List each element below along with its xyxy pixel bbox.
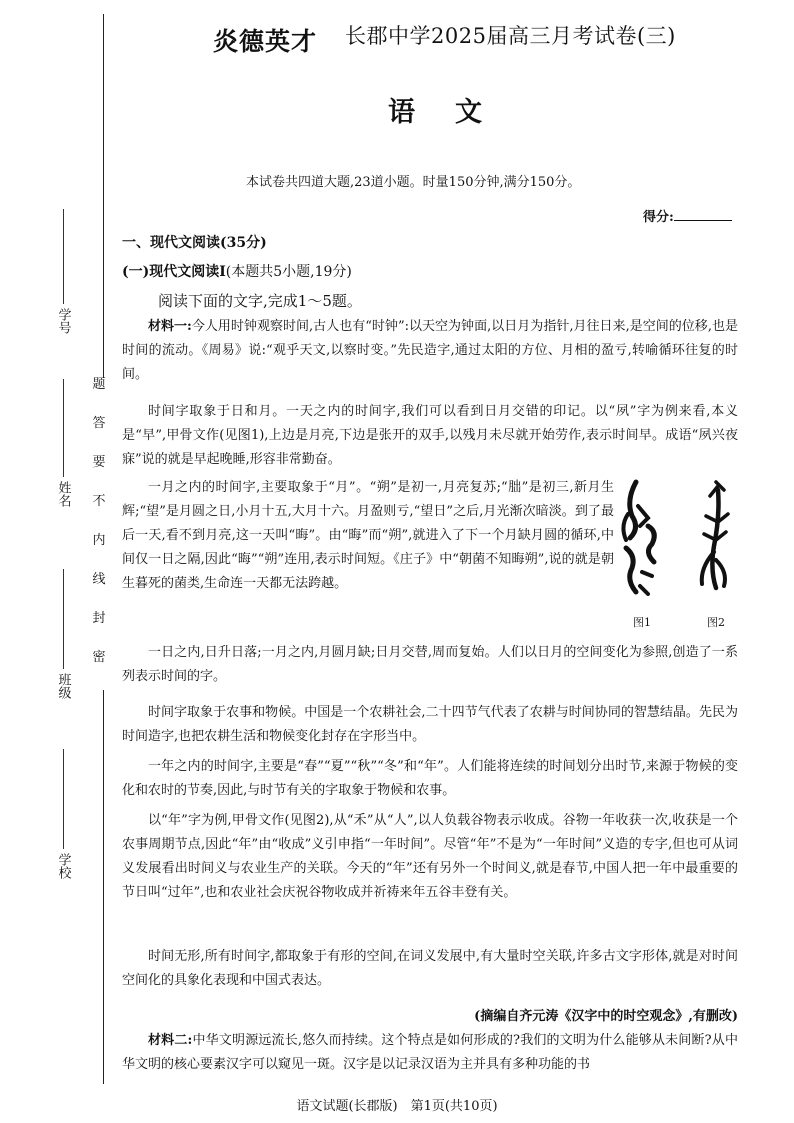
student-school-label: 学校 — [55, 853, 71, 879]
material1-label: 材料一: — [148, 319, 192, 334]
material1-paragraph: 时间字取象于农事和物候。中国是一个农耕社会,二十四节气代表了农耕与时间协同的智慧结晶。先民为时间造字,也把农耕生活和物候变化封存在字形当中。 — [122, 705, 738, 744]
figure-2-caption: 图2 — [707, 616, 725, 629]
seal-char: 密 — [92, 650, 106, 665]
seal-char: 不 — [92, 494, 106, 509]
student-name-label: 姓名 — [55, 481, 71, 507]
material1-paragraph: 以“年”字为例,甲骨文作(见图2),从“禾”从“人”,以人负载谷物表示收成。谷物一年收获一次,收获是一个农事周期节点,因此“年”由“收成”义引申指“一年时间”。尽管“年”不是为“一年时间”义造的专字,但也可从词义发展看出时间义与农业生产的关联。今天的“年”还有另外一个时间义,就是春节,中国人把一年中最重要的节日叫“过年”,也和农业社会庆祝谷物收成并祈祷来年五谷丰登有关。 — [122, 813, 738, 900]
student-id-blank[interactable] — [63, 209, 64, 304]
student-name-field[interactable] — [52, 375, 74, 507]
seal-line-text — [89, 378, 109, 690]
seal-char: 要 — [92, 455, 106, 470]
material1-paragraph: 一月之内的时间字,主要取象于“月”。“朔”是初一,月亮复苏;“朏”是初三,新月生辉;“望”是月圆之日,小月十五,大月十六。月盈则亏,“望日”之后,月光渐次暗淡。到了最后一天,看不到月亮,这一天叫“晦”。由“晦”而“朔”,就进入了下一个月缺月圆的循环,中间仅一日之隔,因此“晦”“朔”连用,表示时间短。《庄子》中“朝菌不知晦朔”,说的就是朝生暮死的菌类,生命连一天都无法跨越。 — [122, 480, 614, 591]
exam-title: 长郡中学2025届高三月考试卷(三) — [345, 24, 676, 48]
student-class-field[interactable] — [52, 565, 74, 699]
material1-paragraph — [122, 315, 738, 387]
section-title: 一、现代文阅读(35分) — [122, 235, 267, 251]
seal-char: 封 — [92, 611, 106, 626]
student-name-blank[interactable] — [63, 379, 64, 477]
material1-paragraph: 一日之内,日升日落;一月之内,月圆月缺;日月交替,周而复始。人们以日月的空间变化为参照,创造了一系列表示时间的字。 — [122, 645, 738, 684]
score-blank[interactable] — [674, 208, 732, 221]
score-label: 得分: — [643, 210, 674, 225]
seal-char: 线 — [92, 572, 106, 587]
subject-title: 语文 — [388, 97, 522, 128]
score-box — [643, 206, 732, 225]
student-school-blank[interactable] — [63, 749, 64, 849]
oracle-bone-su-glyph — [618, 476, 666, 606]
material1-paragraph: 一年之内的时间字,主要是“春”“夏”“秋”“冬”和“年”。人们能将连续的时间划分出时节,来源于物候的变化和农时的节奏,因此,与时节有关的字取象于物候和农事。 — [122, 759, 738, 798]
student-id-label: 学号 — [55, 308, 71, 334]
seal-char: 答 — [92, 416, 106, 431]
material2-paragraph — [122, 1029, 738, 1077]
paragraph-text: 今人用时钟观察时间,古人也有“时钟”:以天空为钟面,以日月为指针,月往日来,是空间的位移,也是时间的流动。《周易》说:“观乎天文,以察时变。”先民造字,通过太阳的方位、月相的盈亏,转喻循环往复的时间。 — [122, 319, 738, 382]
student-id-field[interactable] — [52, 205, 74, 334]
oracle-bone-nian-glyph — [694, 476, 736, 606]
binding-margin — [0, 0, 120, 1123]
student-school-field[interactable] — [52, 745, 74, 879]
subsection-note: (本题共5小题,19分) — [225, 264, 352, 280]
page-footer: 语文试题(长郡版) 第1页(共10页) — [296, 1099, 498, 1114]
oracle-bone-figures — [618, 476, 740, 631]
paragraph-text: 中华文明源远流长,悠久而持续。这个特点是如何形成的?我们的文明为什么能够从未间断?从中华文明的核心要素汉字可以窥见一斑。汉字是以记录汉语为主并具有多种功能的书 — [122, 1033, 738, 1072]
figure-2 — [694, 476, 736, 629]
subsection-title — [122, 261, 352, 281]
source-citation: (摘编自齐元涛《汉字中的时空观念》,有删改) — [474, 1009, 738, 1024]
material2-label: 材料二: — [148, 1033, 193, 1048]
brand-title: 炎德英才 — [213, 27, 318, 56]
figure-1-caption: 图1 — [633, 616, 651, 629]
material1-paragraph: 时间字取象于日和月。一天之内的时间字,我们可以看到日月交错的印记。以“夙”字为例来看,本义是“早”,甲骨文作(见图1),上边是月亮,下边是张开的双手,以残月未尽就开始劳作,表示时间早。成语“夙兴夜寐”说的就是早起晚睡,形容非常勤奋。 — [122, 404, 738, 467]
subsection-name: (一)现代文阅读Ⅰ — [122, 264, 226, 280]
seal-char: 内 — [92, 533, 106, 548]
material1-paragraph: 时间无形,所有时间字,都取象于有形的空间,在词义发展中,有大量时空关联,许多古文字形体,就是对时间空间化的具象化表现和中国式表达。 — [122, 949, 738, 988]
seal-char: 题 — [92, 377, 106, 392]
exam-instructions: 本试卷共四道大题,23道小题。时量150分钟,满分150分。 — [246, 175, 581, 190]
student-class-label: 班级 — [55, 673, 71, 699]
figure-1 — [618, 476, 666, 629]
reading-lead: 阅读下面的文字,完成1～5题。 — [158, 292, 362, 310]
student-class-blank[interactable] — [63, 569, 64, 669]
